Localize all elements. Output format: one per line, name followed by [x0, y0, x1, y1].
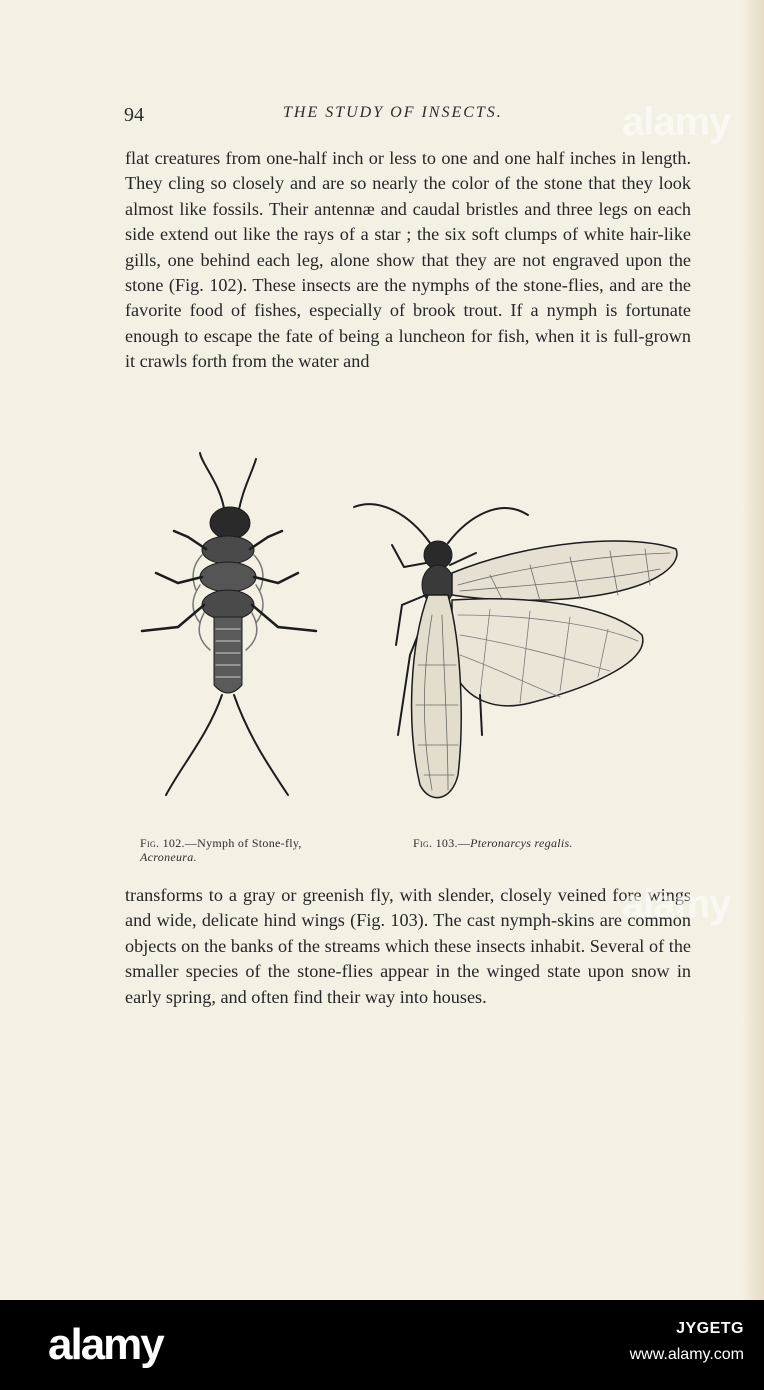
page-number: 94 — [124, 104, 144, 126]
adult-stonefly-drawing — [354, 504, 677, 797]
caption-text: — — [457, 836, 471, 850]
caption-label: Fig. 103. — [413, 836, 458, 850]
caption-fig-103 — [413, 836, 653, 850]
caption-text: —Nymph of Stone-fly, — [184, 836, 302, 850]
caption-species: Pteronarcys regalis. — [470, 836, 573, 850]
stock-footer-bar — [0, 1300, 764, 1390]
watermark-top: alamy — [622, 100, 731, 144]
caption-species: Acroneura. — [140, 850, 197, 864]
caption-label: Fig. 102. — [140, 836, 185, 850]
caption-fig-102 — [140, 836, 350, 864]
running-title: THE STUDY OF INSECTS. — [283, 104, 503, 121]
page-edge-shadow — [742, 0, 764, 1300]
image-code: JYGETG — [676, 1320, 744, 1337]
footer-info — [630, 1320, 744, 1364]
footer-logo: alamy — [48, 1320, 163, 1369]
body-paragraph-bottom: transforms to a gray or greenish fly, with slender, closely veined fore wings and wide, delicate hind wings (Fig. 103). The cast nymph-skins are common objects on the banks of the streams which these insects inhabit. Several of the smaller species of the stone-flies appear in the winged state upon snow in early spring, and often find their way into houses. — [125, 885, 691, 1007]
figure-illustrations — [130, 445, 690, 815]
watermark-bottom: alamy — [622, 882, 731, 926]
footer-url: www.alamy.com — [629, 1346, 744, 1363]
stonefly-nymph-drawing — [142, 453, 316, 795]
body-paragraph-top: flat creatures from one-half inch or less to one and one half inches in length. They cling so closely and are so nearly the color of the stone that they look almost like fossils. Their antennæ and caudal bristles and three legs on each side extend out like the rays of a star ; the six soft clumps of white hair-like gills, one behind each leg, alone show that they are not engraved upon the stone (Fig. 102). These insects are the nymphs of the stone-flies, and are the favorite food of fishes, especially of brook trout. If a nymph is fortunate enough to escape the fate of being a luncheon for fish, when it is full-grown it crawls forth from the water and — [125, 148, 691, 372]
